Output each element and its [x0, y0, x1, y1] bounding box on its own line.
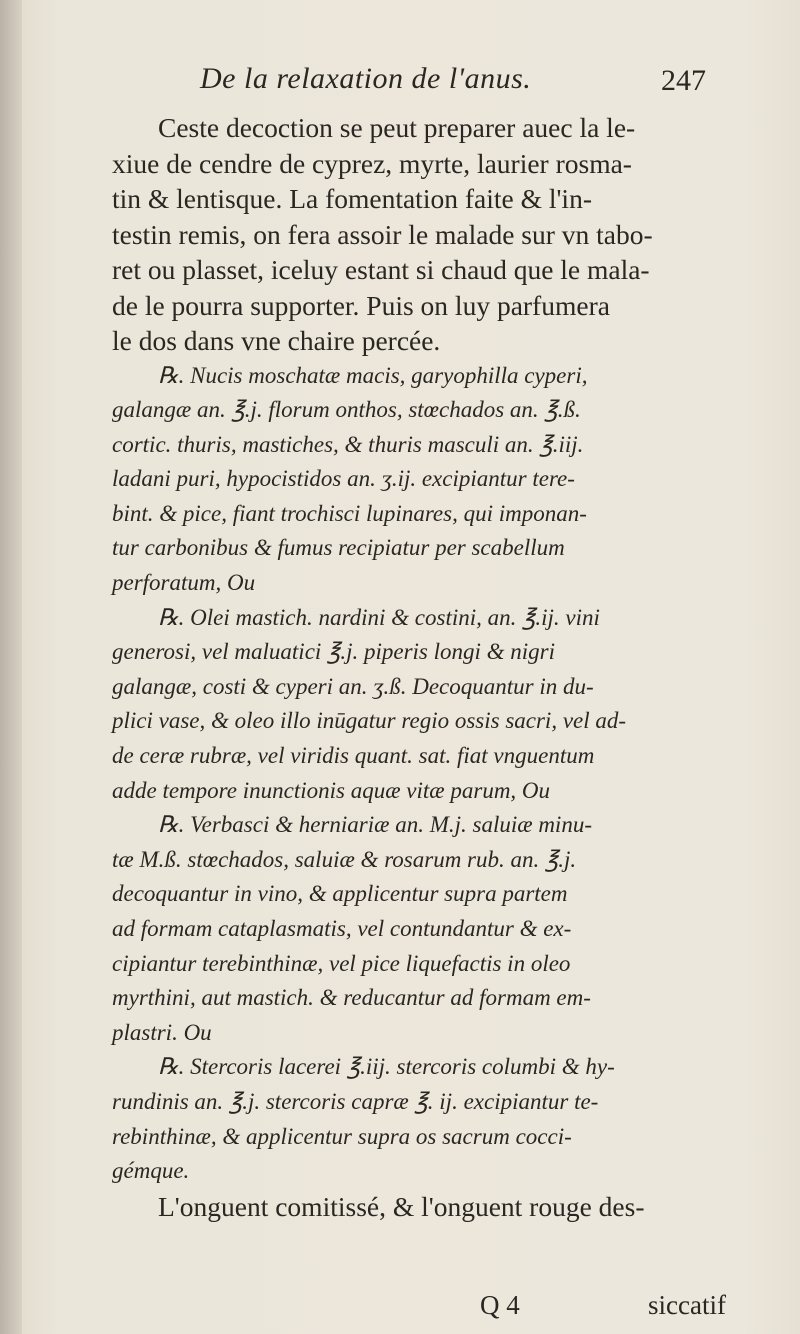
recipe-line: generosi, vel maluatici ℥.j. piperis longi & nigri — [112, 639, 556, 665]
recipe-line: ladani puri, hypocistidos an. ʒ.ij. excipiantur tere- — [112, 466, 575, 492]
catchword: siccatif — [648, 1290, 726, 1320]
recipe-line: perforatum, Ou — [112, 570, 256, 596]
recipe-line: cipiantur terebinthinæ, vel pice liquefactis in oleo — [112, 950, 571, 976]
recipe-3 — [112, 808, 724, 1050]
text-line: L'onguent comitissé, & l'onguent rouge des- — [158, 1190, 645, 1222]
signature-mark: Q 4 — [480, 1290, 520, 1320]
recipe-line: ℞. Stercoris lacerei ℥.iij. stercoris columbi & hy- — [158, 1054, 615, 1080]
page-number: 247 — [661, 64, 706, 97]
text-line: xiue de cendre de cyprez, myrte, laurier rosma- — [112, 147, 632, 179]
recipe-line: ℞. Verbasci & herniariæ an. M.j. saluiæ minu- — [158, 812, 592, 838]
recipe-line: galangæ, costi & cyperi an. ʒ.ß. Decoquantur in du- — [112, 673, 594, 699]
recipe-line: plici vase, & oleo illo inūgatur regio ossis sacri, vel ad- — [112, 708, 627, 734]
text-line: tin & lentisque. La fomentation faite & l'in- — [112, 183, 592, 214]
recipe-line: de ceræ rubræ, vel viridis quant. sat. fiat vnguentum — [112, 743, 595, 769]
paragraph-1 — [112, 110, 724, 359]
recipe-line: myrthini, aut mastich. & reducantur ad formam em- — [112, 985, 591, 1011]
recipe-line: rundinis an. ℥.j. stercoris capræ ℥. ij. excipiantur te- — [112, 1088, 599, 1114]
recipe-line: ad formam cataplasmatis, vel contundantur & ex- — [112, 916, 572, 941]
recipe-line: galangæ an. ℥.j. florum onthos, stœchados an. ℥.ß. — [112, 397, 581, 423]
recipe-line: bint. & pice, fiant trochisci lupinares, qui imponan- — [112, 500, 587, 526]
page-gutter — [0, 0, 22, 1334]
page-footer — [480, 1290, 740, 1326]
recipe-line: adde tempore inunctionis aquæ vitæ parum, Ou — [112, 777, 551, 803]
running-title: De la relaxation de l'anus. — [200, 62, 532, 95]
recipe-line: rebinthinæ, & applicentur supra os sacrum cocci- — [112, 1123, 572, 1149]
text-line: de le pourra supporter. Puis on luy parfumera — [112, 289, 610, 321]
text-line: ret ou plasset, iceluy estant si chaud que le mala- — [112, 254, 650, 285]
text-line: le dos dans vne chaire percée. — [112, 325, 441, 356]
recipe-line: gémque. — [112, 1158, 190, 1184]
recipe-line: tur carbonibus & fumus recipiatur per scabellum — [112, 535, 565, 561]
text-line: testin remis, on fera assoir le malade sur vn tabo- — [112, 218, 653, 250]
recipe-line: cortic. thuris, mastiches, & thuris masculi an. ℥.iij. — [112, 431, 584, 457]
recipe-1 — [112, 359, 724, 601]
page-body — [112, 110, 724, 1224]
recipe-line: ℞. Nucis moschatæ macis, garyophilla cyperi, — [158, 362, 588, 388]
recipe-4 — [112, 1050, 724, 1188]
recipe-line: ℞. Olei mastich. nardini & costini, an. ℥.ij. vini — [158, 604, 600, 630]
text-line: Ceste decoction se peut preparer auec la le- — [158, 112, 636, 143]
recipe-2 — [112, 601, 724, 809]
paragraph-2 — [112, 1189, 724, 1225]
recipe-line: plastri. Ou — [112, 1019, 212, 1045]
recipe-line: decoquantur in vino, & applicentur supra partem — [112, 881, 568, 907]
recipe-line: tæ M.ß. stœchados, saluiæ & rosarum rub. an. ℥.j. — [112, 846, 577, 872]
page-header — [200, 62, 720, 108]
